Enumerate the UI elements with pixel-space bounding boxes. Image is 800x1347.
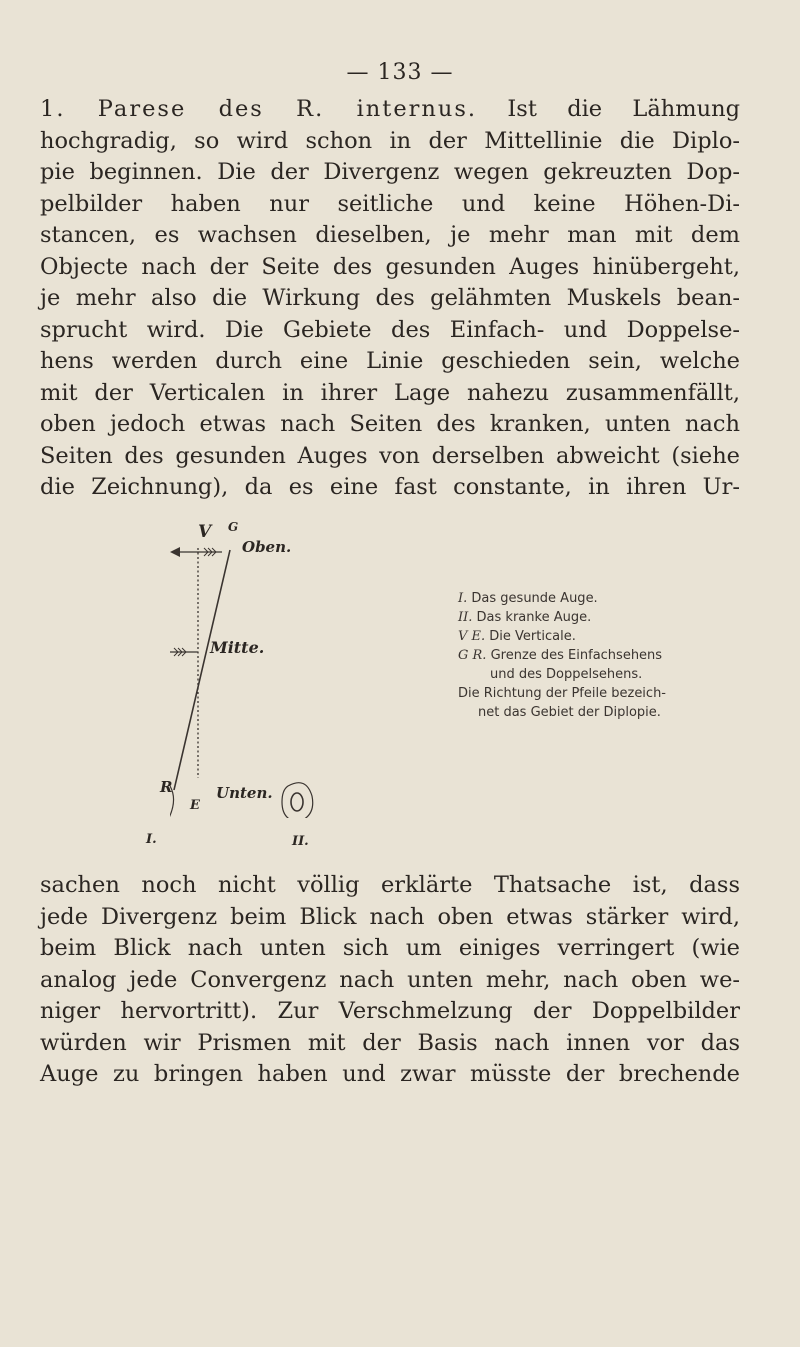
- arrow-head-upper: [170, 547, 180, 557]
- text-line: je mehr also die Wirkung des gelähmten Muskels bean-: [40, 285, 740, 311]
- text-line: analog jede Convergenz nach unten mehr, nach oben we-: [40, 966, 740, 993]
- text-line: pie beginnen. Die der Divergenz wegen gekreuzten Dop-: [40, 159, 740, 185]
- text-line: jede Divergenz beim Blick nach oben etwas stärker wird,: [40, 903, 740, 930]
- label-unten: Unten.: [216, 784, 273, 802]
- text-line: oben jedoch etwas nach Seiten des kranken, unten nach: [40, 411, 740, 437]
- text-line: sprucht wird. Die Gebiete des Einfach- und Doppelse-: [40, 316, 740, 343]
- label-eye-2: II.: [292, 834, 309, 849]
- section-heading: 1. Parese des R. internus.: [40, 96, 478, 122]
- paragraph-bottom: [40, 870, 740, 1091]
- label-eye-1: I.: [146, 832, 157, 847]
- label-r: R: [160, 778, 173, 796]
- label-g: G: [228, 520, 239, 534]
- caption-note: Die Richtung der Pfeile bezeich-: [458, 686, 666, 701]
- caption-item: G R. Grenze des Einfachsehens: [458, 648, 663, 663]
- text-line: niger hervortritt). Zur Verschmelzung der Doppelbilder: [40, 998, 740, 1024]
- caption-note-continued: net das Gebiet der Diplopie.: [478, 705, 661, 720]
- caption-item: V E. Die Verticale.: [458, 629, 576, 644]
- label-mitte: Mitte.: [210, 638, 265, 657]
- label-oben: Oben.: [242, 538, 292, 556]
- figure-caption: [458, 589, 708, 722]
- text-line: mit der Verticalen in ihrer Lage nahezu zusammenfällt,: [40, 379, 740, 406]
- caption-item-continued: und des Doppelsehens.: [490, 667, 643, 682]
- caption-item: I. Das gesunde Auge.: [458, 591, 598, 606]
- text-line: hochgradig, so wird schon in der Mittellinie die Diplo-: [40, 127, 740, 154]
- text-line: die Zeichnung), da es eine fast constante, in ihren Ur-: [40, 474, 740, 500]
- text-line: Auge zu bringen haben und zwar müsste der brechende: [40, 1061, 740, 1087]
- diagram-drawing: [170, 528, 470, 818]
- label-e: E: [190, 798, 200, 813]
- text-line: pelbilder haben nur seitliche und keine Höhen-Di-: [40, 190, 740, 217]
- caption-item: II. Das kranke Auge.: [458, 610, 592, 625]
- page-number: — 133 —: [346, 60, 454, 85]
- boundary-line: [174, 550, 230, 790]
- text-line: 1. Parese des R. internus. Ist die Lähmung: [40, 96, 741, 122]
- text-line: würden wir Prismen mit der Basis nach innen vor das: [40, 1029, 740, 1056]
- paragraph-top: [40, 94, 740, 504]
- text-line: beim Blick nach unten sich um einiges verringert (wie: [40, 935, 740, 961]
- text-line: sachen noch nicht völlig erklärte Thatsache ist, dass: [40, 872, 740, 898]
- text-line: Seiten des gesunden Auges von derselben abweicht (siehe: [40, 442, 740, 469]
- text-line: Objecte nach der Seite des gesunden Auges hinübergeht,: [40, 253, 740, 280]
- text-line: stancen, es wachsen dieselben, je mehr man mit dem: [40, 222, 740, 248]
- label-v: V: [198, 522, 212, 542]
- text-line: hens werden durch eine Linie geschieden sein, welche: [40, 348, 740, 374]
- eye-diseased-icon: [282, 783, 313, 818]
